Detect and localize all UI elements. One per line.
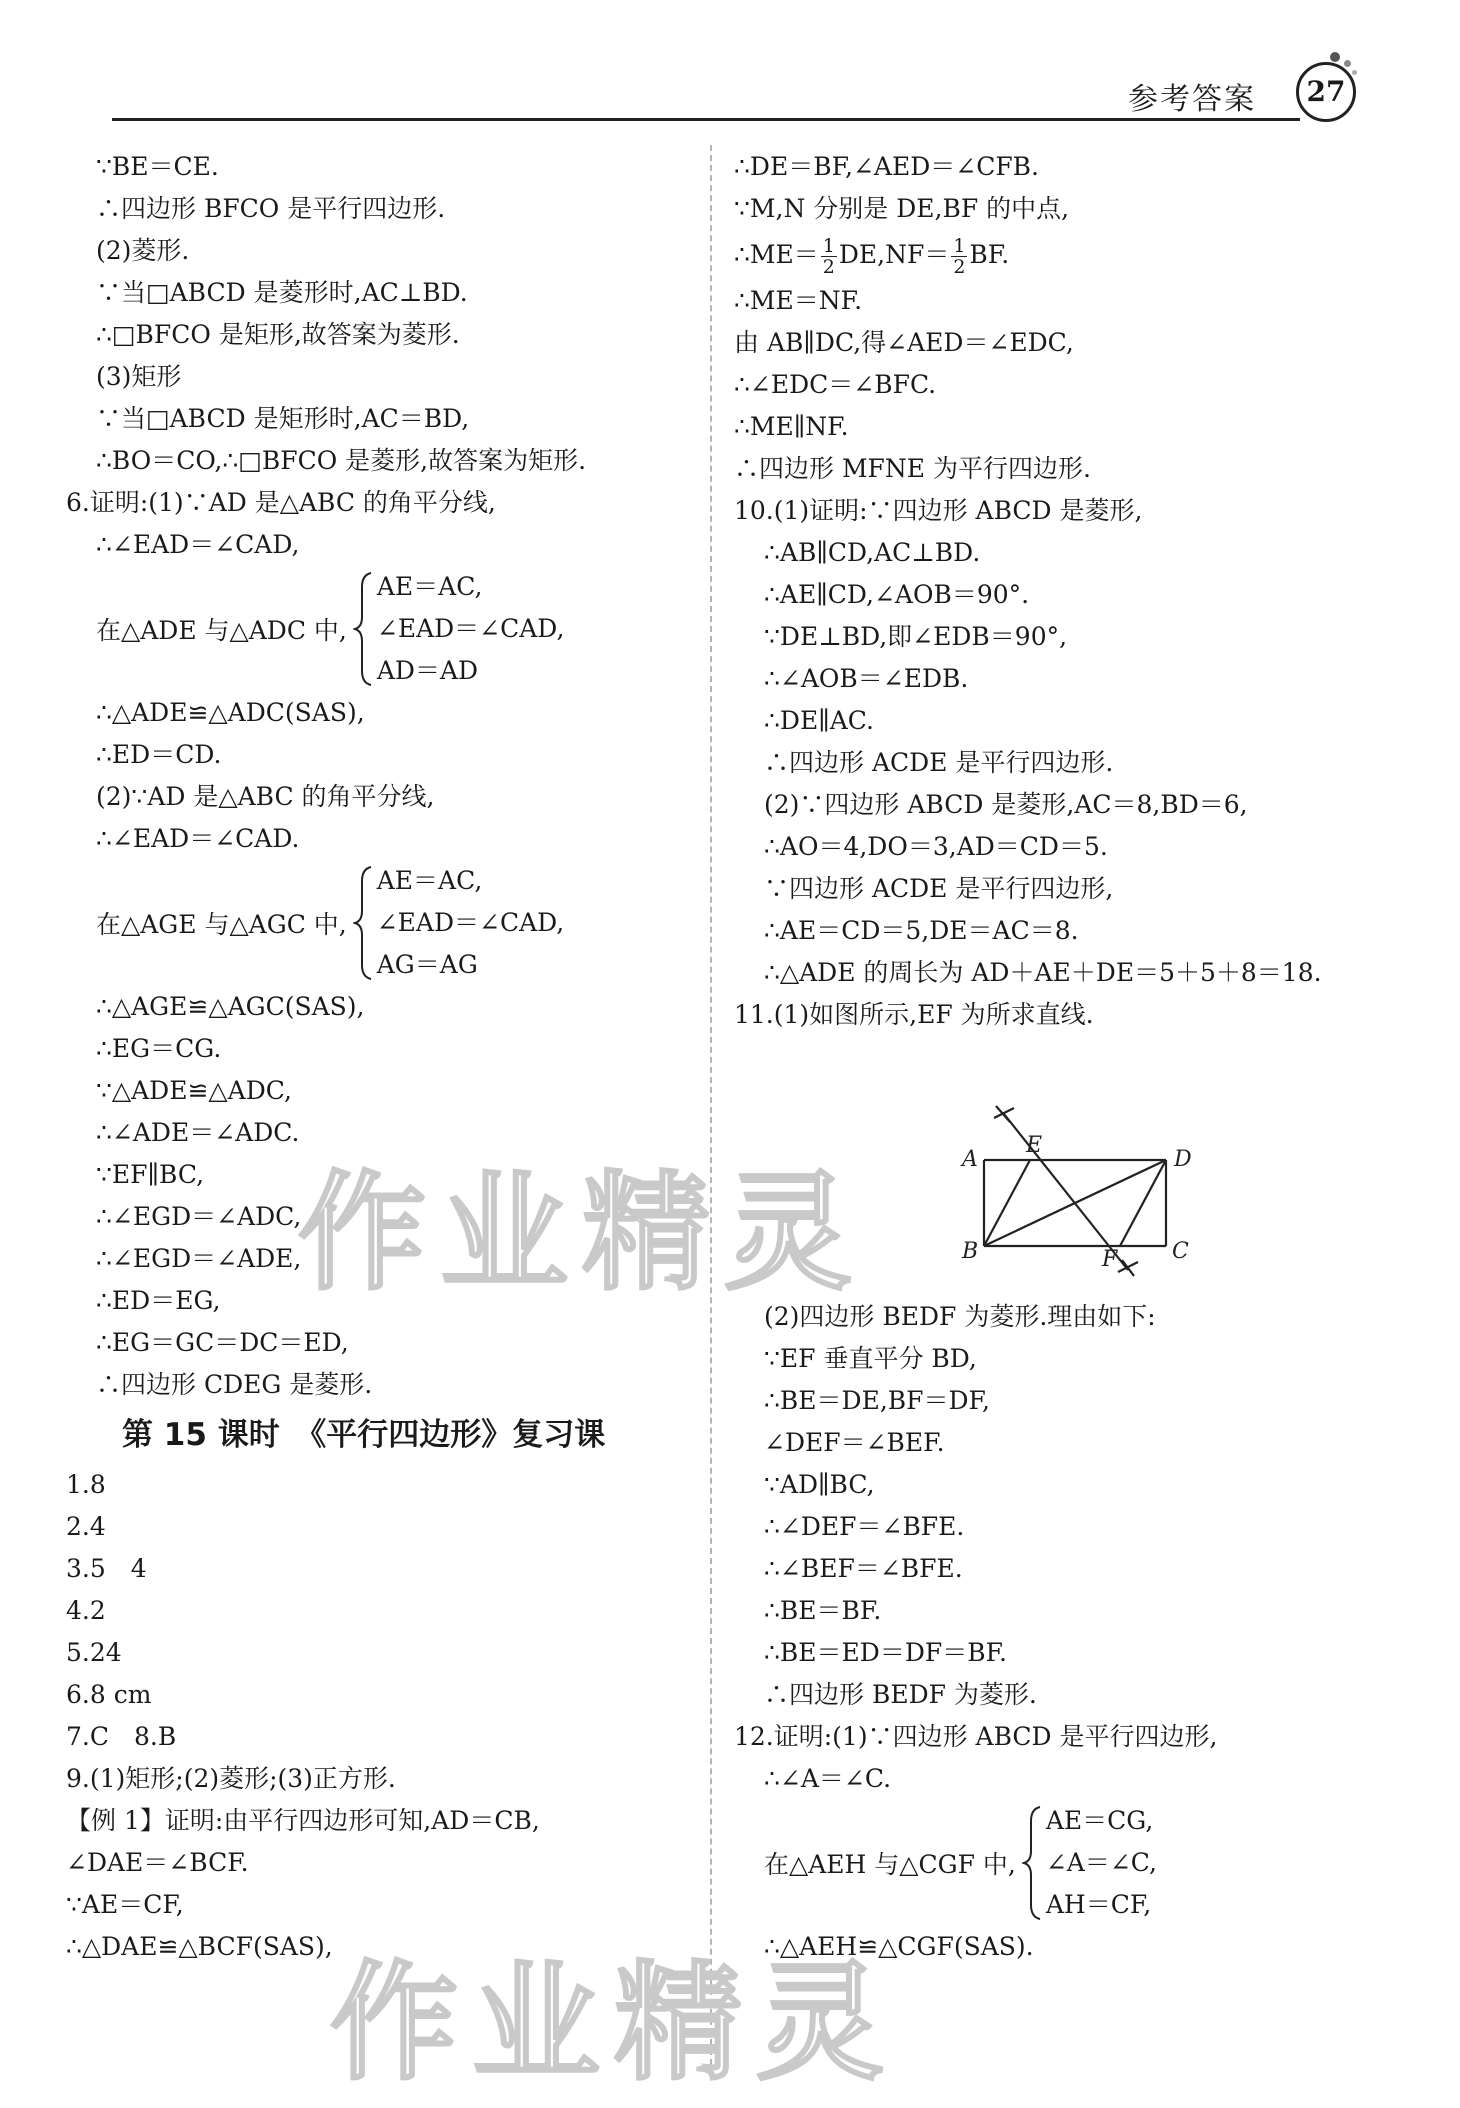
system-row: AD＝AD [376,656,479,685]
answer-line: 5.24 [66,1638,122,1667]
fraction-prefix: ∴ME＝ [734,240,819,269]
text-line: ∴BE＝BF. [764,1596,882,1625]
text-line: ∴△AEH≌△CGF(SAS). [764,1932,1034,1961]
text-line: (2)四边形 BEDF 为菱形.理由如下: [764,1302,1156,1331]
system-row: AE＝AC, [376,866,483,895]
text-line: ∠DAE＝∠BCF. [66,1848,249,1877]
text-line: 11.(1)如图所示,EF 为所求直线. [734,1000,1094,1029]
decor-dot [1344,60,1351,67]
text-line: ∴∠EDC＝∠BFC. [734,370,937,399]
watermark: 作业精灵 [298,1159,867,1308]
system-rows [377,566,565,692]
fraction-mid: DE,NF＝ [838,240,950,269]
segment-be [984,1160,1030,1246]
label-c: C [1172,1239,1189,1264]
system-row: ∠A＝∠C, [1045,1848,1157,1877]
text-line: ∵当□ABCD 是矩形时,AC＝BD, [96,404,470,433]
text-line: ∴AE∥CD,∠AOB＝90°. [764,580,1030,609]
system-prefix: 在△ADE 与△ADC 中, [96,616,347,645]
example-line: 【例 1】证明:由平行四边形可知,AD＝CB, [66,1806,540,1835]
text-line: ∴∠EGD＝∠ADE, [96,1244,302,1273]
left-brace [353,571,375,687]
text-line: ∵AE＝CF, [66,1890,184,1919]
watermark: 作业精灵 [330,1949,899,2098]
text-line: ∴EG＝CG. [96,1034,222,1063]
text-line: 由 AB∥DC,得∠AED＝∠EDC, [734,328,1074,357]
text-line: ∴△AGE≌△AGC(SAS), [96,992,365,1021]
text-line: ∵EF∥BC, [96,1160,205,1189]
text-line: ∴∠ADE＝∠ADC. [96,1118,300,1147]
text-line: ∵当□ABCD 是菱形时,AC⊥BD. [96,278,468,307]
fraction-line [734,230,1434,280]
text-line: ∴△DAE≌△BCF(SAS), [66,1932,333,1961]
left-brace [1022,1805,1044,1921]
text-line: ∴△ADE 的周长为 AD＋AE＋DE＝5＋5＋8＝18. [764,958,1322,987]
section-title: 第 15 课时 《平行四边形》复习课 [122,1417,606,1453]
text-line: ∵DE⊥BD,即∠EDB＝90°, [764,622,1068,651]
right-column [734,146,1434,1968]
text-line: (2)菱形. [96,236,190,265]
header-rule [112,118,1300,121]
text-line: ∴△ADE≌△ADC(SAS), [96,698,365,727]
text-line: ∵BE＝CE. [96,152,219,181]
text-line: ∴EG＝GC＝DC＝ED, [96,1328,349,1357]
system-row: ∠EAD＝∠CAD, [376,614,565,643]
text-line: ∴∠EAD＝∠CAD, [96,530,300,559]
fraction-half: $\frac{1}{2}$ [953,235,966,278]
text-line: ∴BE＝ED＝DF＝BF. [764,1638,1007,1667]
system-rows [1046,1800,1157,1926]
system-row: ∠EAD＝∠CAD, [376,908,565,937]
equation-system [66,860,696,986]
answer-line: 4.2 [66,1596,106,1625]
system-rows [377,860,565,986]
system-row: AH＝CF, [1045,1890,1152,1919]
label-a: A [962,1147,978,1172]
system-prefix: 在△AGE 与△AGC 中, [96,910,347,939]
text-line: ∠DEF＝∠BEF. [764,1428,945,1457]
text-line: ∵△ADE≌△ADC, [96,1076,292,1105]
text-line: ∴∠EAD＝∠CAD. [96,824,300,853]
label-e: E [1026,1133,1043,1158]
label-b: B [962,1239,979,1264]
answer-line: 9.(1)矩形;(2)菱形;(3)正方形. [66,1764,396,1793]
text-line: 10.(1)证明:∵四边形 ABCD 是菱形, [734,496,1143,525]
column-divider [710,145,712,2075]
system-row: AG＝AG [376,950,478,979]
answer-line: 3.5 4 [66,1554,147,1583]
answer-line: 2.4 [66,1512,106,1541]
decor-dot [1330,52,1340,62]
text-line: ∴四边形 ACDE 是平行四边形. [764,748,1114,777]
arc-mark-top [996,1106,1010,1122]
text-line: 12.证明:(1)∵四边形 ABCD 是平行四边形, [734,1722,1218,1751]
text-line: ∵AD∥BC, [764,1470,875,1499]
text-line: ∴ED＝EG, [96,1286,221,1315]
system-row: AE＝AC, [376,572,483,601]
text-line: ∴DE∥AC. [764,706,874,735]
text-line: ∴AB∥CD,AC⊥BD. [764,538,981,567]
text-line: ∴∠AOB＝∠EDB. [764,664,969,693]
label-f: F [1102,1247,1118,1272]
system-prefix: 在△AEH 与△CGF 中, [764,1850,1016,1879]
segment-df [1120,1160,1166,1246]
text-line: ∵EF 垂直平分 BD, [764,1344,977,1373]
text-line: ∴BO＝CO,∴□BFCO 是菱形,故答案为矩形. [96,446,587,475]
page-number: 27 [1296,62,1356,122]
left-brace [353,865,375,981]
system-row: AE＝CG, [1045,1806,1154,1835]
text-line: ∴ME∥NF. [734,412,849,441]
text-line: 6.证明:(1)∵AD 是△ABC 的角平分线, [66,488,496,517]
label-d: D [1174,1147,1192,1172]
answer-line: 7.C 8.B [66,1722,177,1751]
left-column [66,146,696,1968]
text-line: (2)∵AD 是△ABC 的角平分线, [96,782,435,811]
header-title: 参考答案 [1128,82,1256,117]
text-line: ∴DE＝BF,∠AED＝∠CFB. [734,152,1040,181]
text-line: ∴∠BEF＝∠BFE. [764,1554,963,1583]
equation-system [734,1800,1434,1926]
text-line: ∴四边形 CDEG 是菱形. [96,1370,373,1399]
fraction-suffix: BF. [969,240,1010,269]
fraction-half: $\frac{1}{2}$ [822,235,835,278]
decor-dot [1352,70,1357,75]
text-line: ∴四边形 MFNE 为平行四边形. [734,454,1091,483]
text-line: ∴□BFCO 是矩形,故答案为菱形. [96,320,460,349]
text-line: ∴AE＝CD＝5,DE＝AC＝8. [764,916,1079,945]
text-line: (2)∵四边形 ABCD 是菱形,AC＝8,BD＝6, [764,790,1248,819]
text-line: ∴∠A＝∠C. [764,1764,892,1793]
text-line: ∴∠EGD＝∠ADC, [96,1202,302,1231]
text-line: ∴BE＝DE,BF＝DF, [764,1386,990,1415]
text-line: ∴AO＝4,DO＝3,AD＝CD＝5. [764,832,1108,861]
text-line: ∴四边形 BFCO 是平行四边形. [96,194,446,223]
text-line: ∴∠DEF＝∠BFE. [764,1512,965,1541]
answer-line: 1.8 [66,1470,106,1499]
text-line: ∵四边形 ACDE 是平行四边形, [764,874,1114,903]
equation-system [66,566,696,692]
text-line: ∵M,N 分别是 DE,BF 的中点, [734,194,1070,223]
answer-line: 6.8 cm [66,1680,152,1709]
text-line: ∴ME＝NF. [734,286,863,315]
text-line: ∴ED＝CD. [96,740,222,769]
text-line: ∴四边形 BEDF 为菱形. [764,1680,1037,1709]
text-line: (3)矩形 [96,362,182,391]
